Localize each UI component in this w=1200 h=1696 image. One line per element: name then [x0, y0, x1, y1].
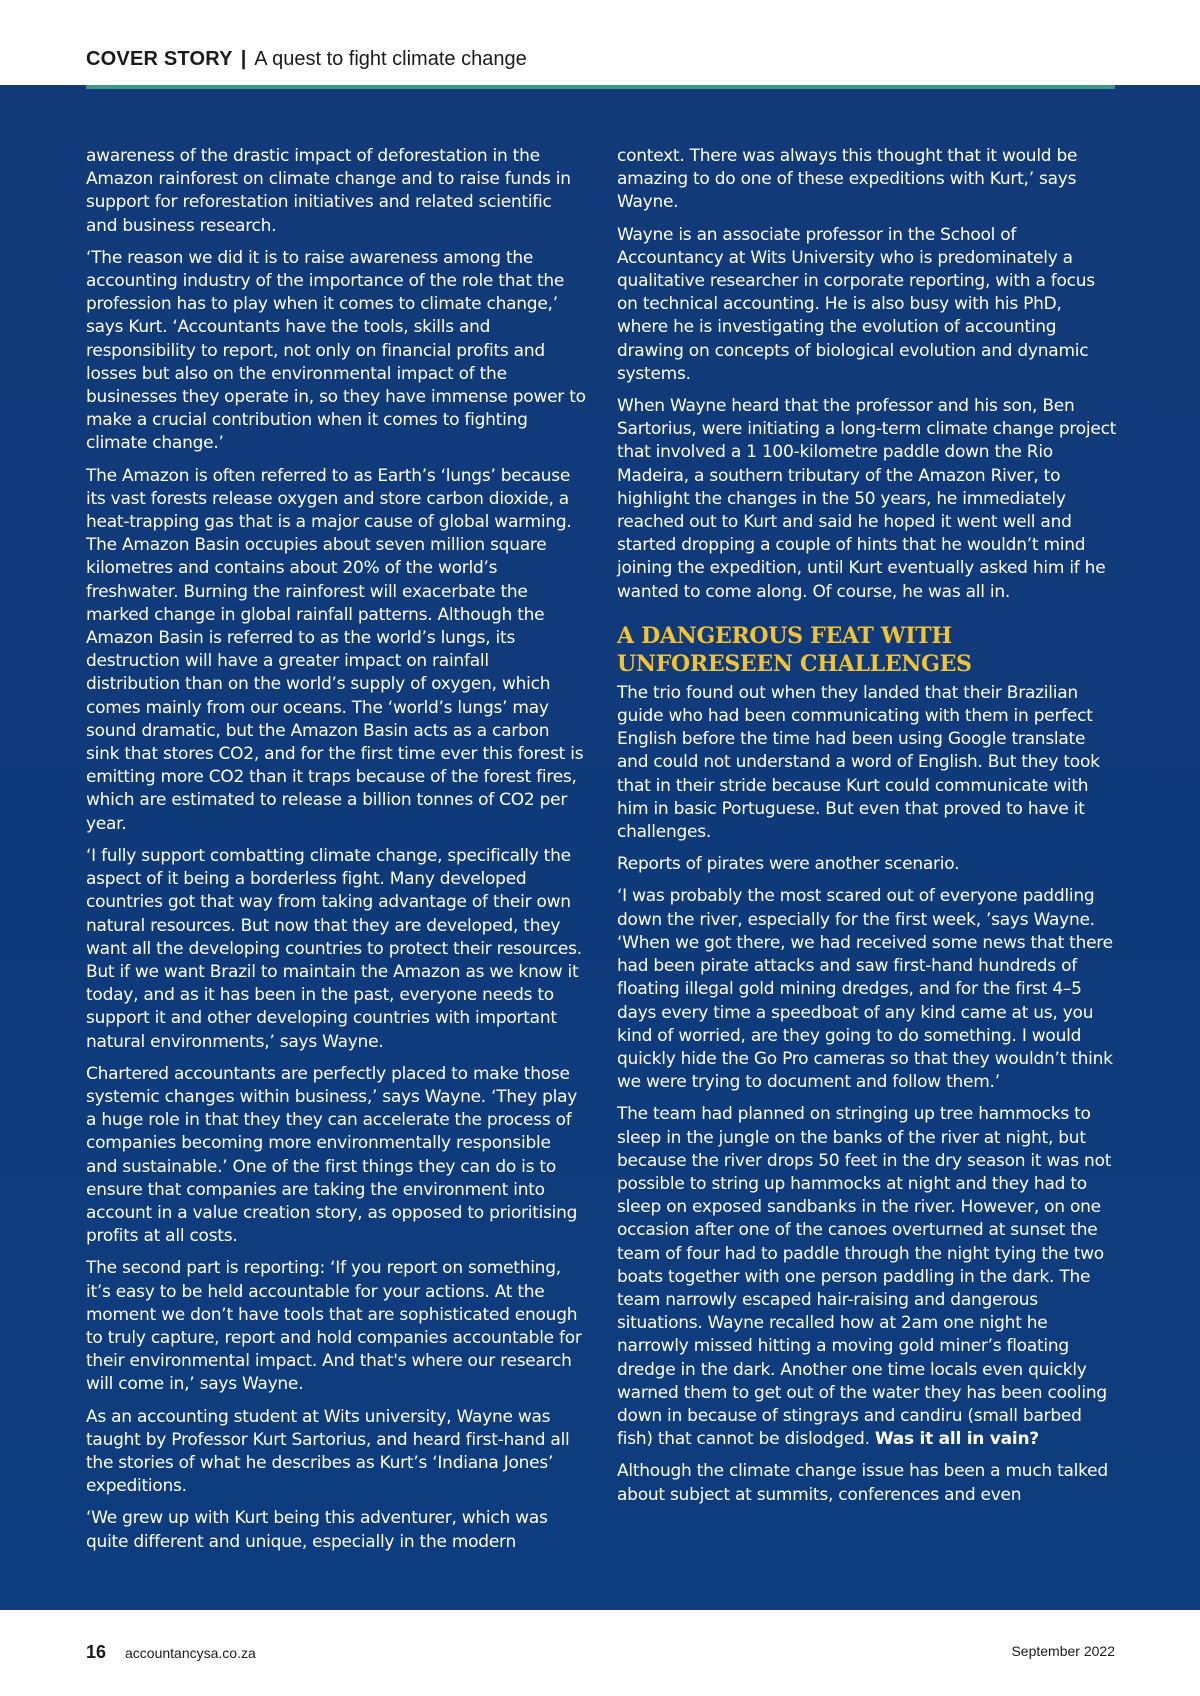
- page-footer: [0, 1610, 1200, 1696]
- body-paragraph: ‘I was probably the most scared out of everyone paddling down the river, especially for the first week, ’says Wayne. ‘When we got there, we had received some news that there had been pirate attacks and saw first-hand hundreds of floating illegal gold mining dredges, and for the first 4–5 days every time a speedboat of any kind came at us, you kind of worried, are they going to do something. I would quickly hide the Go Pro cameras so that they wouldn’t think we were trying to document and follow them.’: [617, 886, 1113, 1093]
- body-text: The team had planned on stringing up tree hammocks to sleep in the jungle on the banks of the river at night, but because the river drops 50 feet in the dry season it was not possible to string up hammocks at night and they had to sleep on exposed sandbanks in the river. However, on one occasion after one of the canoes overturned at sunset the team of four had to paddle through the night tying the two boats together with one person paddling in the dark. The team narrowly escaped hair-raising and dangerous situations. Wayne recalled how at 2am one night he narrowly missed hitting a moving gold miner’s floating dredge in the dark. Another one time locals even quickly warned them to get out of the water they has been cooling down in because of stingrays and candiru (small barbed fish) that cannot be dislodged.: [617, 1104, 1112, 1450]
- body-paragraph: As an accounting student at Wits university, Wayne was taught by Professor Kurt Sartorius, and heard first-hand all the stories of what he describes as Kurt’s ‘Indiana Jones’ expeditions.: [86, 1406, 570, 1497]
- header-rule: [86, 85, 1115, 89]
- body-paragraph: Chartered accountants are perfectly placed to make those systemic changes within business,’ says Wayne. ‘They play a huge role in that they they can accelerate the process of companies becoming more environmentally responsible and sustainable.’ One of the first things they can do is to ensure that companies are taking the environment into account in a value creation story, as opposed to prioritising profits at all costs.: [86, 1063, 578, 1247]
- body-paragraph: context. There was always this thought that it would be amazing to do one of these expeditions with Kurt,’ says Wayne.: [617, 146, 1078, 213]
- right-column: [617, 145, 1117, 1516]
- body-paragraph: awareness of the drastic impact of deforestation in the Amazon rainforest on climate change and to raise funds in support for reforestation initiatives and related scientific and business research.: [86, 146, 571, 236]
- body-paragraph-hammocks: [617, 1103, 1117, 1451]
- body-paragraph: ‘The reason we did it is to raise awareness among the accounting industry of the importance of the role that the profession has to play when it comes to climate change,’ says Kurt. ‘Accountants have the tools, skills and responsibility to report, not only on financial profits and losses but also on the environmental impact of the businesses they operate in, so they have immense power to make a crucial contribution when it comes to fighting climate change.’: [86, 247, 586, 454]
- body-paragraph: The second part is reporting: ‘If you report on something, it’s easy to be held accountable for your actions. At the moment we don’t have tools that are sophisticated enough to truly capture, report and hold companies accountable for their environmental impact. And that's where our research will come in,’ says Wayne.: [86, 1258, 582, 1395]
- section-heading: A DANGEROUS FEAT WITH UNFORESEEN CHALLENGES: [617, 622, 972, 677]
- section-label: COVER STORY: [86, 48, 233, 70]
- body-paragraph: ‘I fully support combatting climate change, specifically the aspect of it being a borderless fight. Many developed countries got that way from taking advantage of their own natural resources. But now that they are developed, they want all the developing countries to protect their resources. But if we want Brazil to maintain the Amazon as we know it today, and as it has been in the past, everyone needs to support it and other developing countries with important natural environments,’ says Wayne.: [86, 845, 582, 1052]
- article-subtitle: A quest to fight climate change: [254, 48, 527, 70]
- body-paragraph: Reports of pirates were another scenario.: [617, 854, 960, 875]
- page-header: [0, 0, 1200, 85]
- body-paragraph: The Amazon is often referred to as Earth’s ‘lungs’ because its vast forests release oxygen and store carbon dioxide, a heat-trapping gas that is a major cause of global warming. The Amazon Basin occupies about seven million square kilometres and contains about 20% of the world’s freshwater. Burning the rainforest will exacerbate the marked change in global rainfall patterns. Although the Amazon Basin is referred to as the world’s lungs, its destruction will have a greater impact on rainfall distribution than on the world’s supply of oxygen, which comes mainly from our oceans. The ‘world’s lungs’ may sound dramatic, but the Amazon Basin acts as a carbon sink that stores CO2, and for the first time ever this forest is emitting more CO2 than it traps because of the forest fires, which are estimated to release a billion tonnes of CO2 per year.: [86, 465, 584, 834]
- running-head: [86, 46, 527, 72]
- issue-date: September 2022: [1011, 1643, 1115, 1659]
- body-paragraph: ‘We grew up with Kurt being this adventurer, which was quite different and unique, especially in the modern: [86, 1508, 548, 1552]
- body-paragraph: When Wayne heard that the professor and his son, Ben Sartorius, were initiating a long-term climate change project that involved a 1 100-kilometre paddle down the Rio Madeira, a southern tributary of the Amazon River, to highlight the changes in the 50 years, he immediately reached out to Kurt and said he hoped it went well and started dropping a couple of hints that he wouldn’t mind joining the expedition, until Kurt eventually asked him if he wanted to come along. Of course, he was all in.: [617, 396, 1117, 602]
- page-number: 16: [86, 1642, 107, 1662]
- left-column: [86, 145, 586, 1563]
- website-link: accountancysa.co.za: [125, 1645, 256, 1661]
- body-paragraph: Wayne is an associate professor in the School of Accountancy at Wits University who is predominately a qualitative researcher in corporate reporting, with a focus on technical accounting. He is also busy with his PhD, where he is investigating the evolution of accounting drawing on concepts of biological evolution and dynamic systems.: [617, 224, 1095, 384]
- body-paragraph: The trio found out when they landed that their Brazilian guide who had been communicating with them in perfect English before the time had been using Google translate and could not understand a word of English. But they took that in their stride because Kurt could communicate with him in basic Portuguese. But even that proved to have it challenges.: [617, 682, 1100, 843]
- header-separator: |: [240, 48, 247, 70]
- body-paragraph: Although the climate change issue has been a much talked about subject at summits, conferences and even: [617, 1461, 1108, 1505]
- bold-lead-in: Was it all in vain?: [874, 1429, 1039, 1450]
